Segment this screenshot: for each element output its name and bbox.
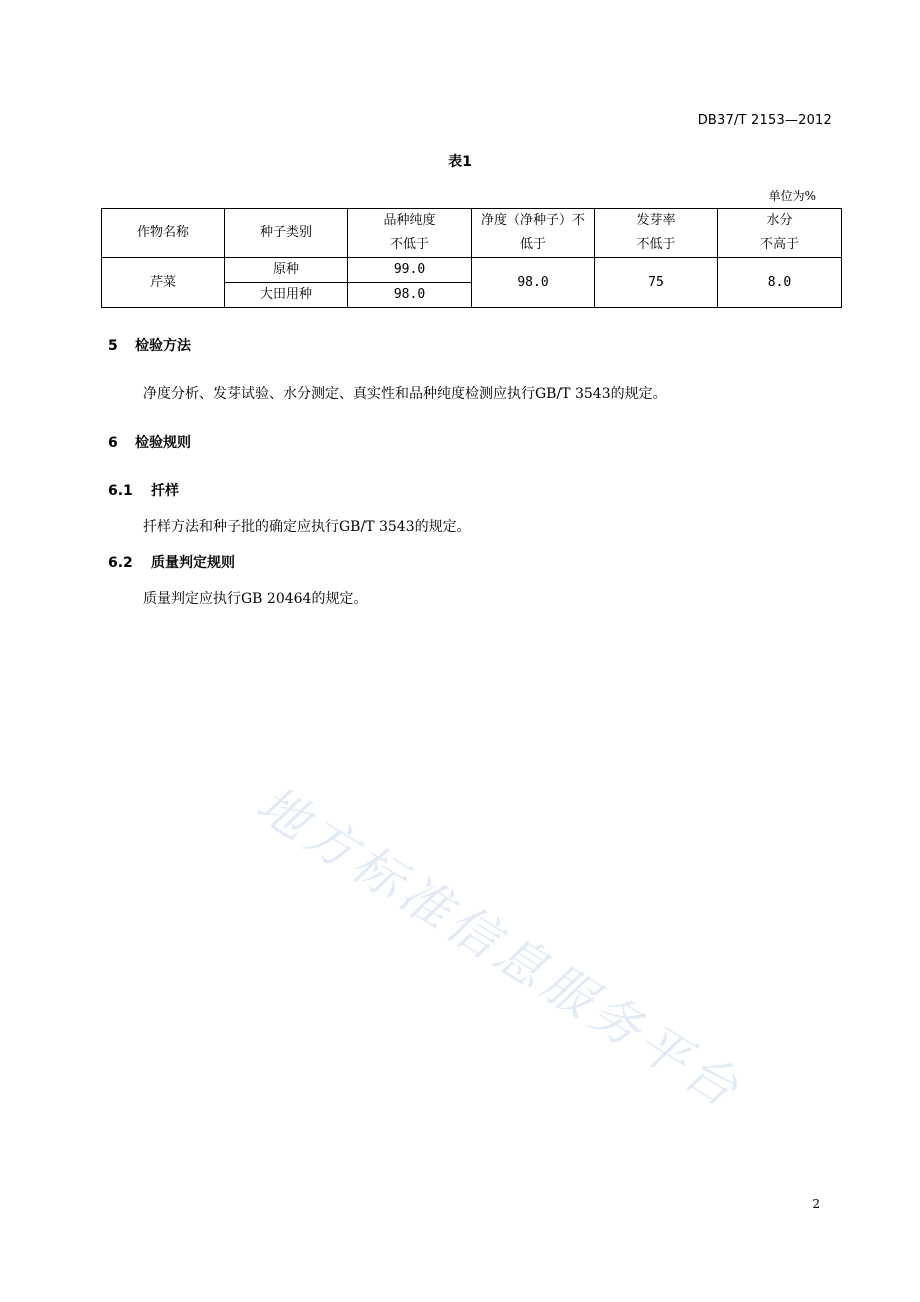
cell-cleanliness: 98.0 bbox=[472, 258, 595, 308]
cell-germination: 75 bbox=[595, 258, 718, 308]
section-6-2-heading bbox=[108, 552, 235, 572]
cell-moisture: 8.0 bbox=[718, 258, 842, 308]
section-6-1-body: 扦样方法和种子批的确定应执行GB/T 3543的规定。 bbox=[143, 519, 471, 535]
table-title: 表1 bbox=[448, 154, 472, 170]
document-code: DB37/T 2153—2012 bbox=[697, 113, 832, 128]
seed-quality-table bbox=[101, 208, 842, 308]
header-moisture-line1: 水分 bbox=[766, 213, 793, 228]
section-6-number: 6 bbox=[108, 435, 118, 451]
section-6-1-number: 6.1 bbox=[108, 483, 133, 499]
header-germination-line1: 发芽率 bbox=[636, 213, 676, 228]
section-5-title: 检验方法 bbox=[135, 338, 191, 354]
cell-crop-name: 芹菜 bbox=[102, 258, 225, 308]
table-unit-note: 单位为% bbox=[768, 189, 816, 203]
section-6-2-title: 质量判定规则 bbox=[151, 555, 235, 571]
section-6-1-heading bbox=[108, 480, 179, 500]
header-cleanliness-line2: 低于 bbox=[519, 237, 546, 252]
table-row bbox=[102, 258, 842, 283]
header-variety-purity-line2: 不低于 bbox=[389, 237, 429, 252]
section-6-2-body: 质量判定应执行GB 20464的规定。 bbox=[143, 591, 368, 607]
header-crop-name: 作物名称 bbox=[102, 209, 225, 258]
section-6-heading bbox=[108, 432, 191, 452]
header-germination-line2: 不低于 bbox=[636, 237, 676, 252]
header-germination bbox=[595, 209, 718, 258]
section-6-title: 检验规则 bbox=[135, 435, 191, 451]
header-cleanliness bbox=[472, 209, 595, 258]
section-6-1-title: 扦样 bbox=[151, 483, 179, 499]
cell-category-original: 原种 bbox=[225, 258, 348, 283]
cell-category-field: 大田用种 bbox=[225, 283, 348, 308]
section-5-number: 5 bbox=[108, 338, 118, 354]
section-5-heading bbox=[108, 335, 191, 355]
section-5-body: 净度分析、发芽试验、水分测定、真实性和品种纯度检测应执行GB/T 3543的规定。 bbox=[143, 386, 667, 402]
header-moisture bbox=[718, 209, 842, 258]
header-moisture-line2: 不高于 bbox=[759, 237, 799, 252]
header-seed-category: 种子类别 bbox=[225, 209, 348, 258]
cell-purity-field: 98.0 bbox=[348, 283, 472, 308]
cell-purity-original: 99.0 bbox=[348, 258, 472, 283]
page-number: 2 bbox=[812, 1197, 820, 1211]
table-header-row bbox=[102, 209, 842, 258]
header-variety-purity bbox=[348, 209, 472, 258]
watermark: 地方标准信息服务平台 bbox=[246, 774, 753, 1121]
section-6-2-number: 6.2 bbox=[108, 555, 133, 571]
header-variety-purity-line1: 品种纯度 bbox=[383, 213, 436, 228]
header-cleanliness-line1: 净度（净种子）不 bbox=[480, 213, 585, 228]
